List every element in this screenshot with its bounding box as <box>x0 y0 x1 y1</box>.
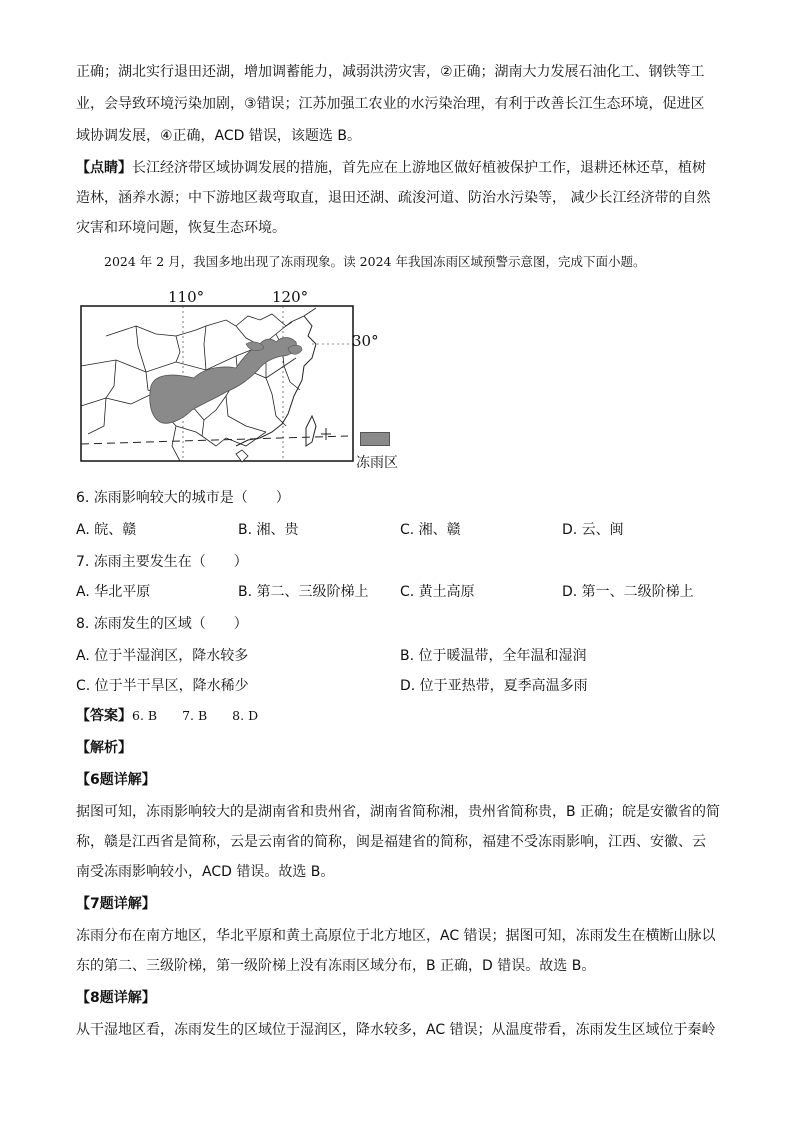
q8-stem: 8. 冻雨发生的区域（ ） <box>76 616 248 632</box>
q7-option-b: B. 第二、三级阶梯上 <box>238 584 369 600</box>
para1-line2: 业，会导致环境污染加剧，③错误；江苏加强工农业的水污染治理，有利于改善长江生态环境，促进区 <box>76 96 705 112</box>
answer-tag: 【答案】 <box>76 708 132 724</box>
d7-line2: 东的第二、三级阶梯，第一级阶梯上没有冻雨区域分布，B 正确，D 错误。故选 B。 <box>76 958 596 974</box>
lon-110-label: 110° <box>168 288 205 306</box>
d6-line3: 南受冻雨影响较小，ACD 错误。故选 B。 <box>76 864 335 880</box>
q6-option-c: C. 湘、赣 <box>400 522 461 538</box>
dianjing-line1 <box>76 158 706 178</box>
lon-120-label: 120° <box>272 288 309 306</box>
q8-option-d: D. 位于亚热带，夏季高温多雨 <box>400 678 588 694</box>
question-intro: 2024 年 2 月，我国多地出现了冻雨现象。读 2024 年我国冻雨区域预警示意图，完成下面小题。 <box>104 254 646 269</box>
d8-line1: 从干湿地区看，冻雨发生的区域位于湿润区，降水较多，AC 错误；从温度带看，冻雨发生区域位于秦岭 <box>76 1022 716 1038</box>
q7-stem: 7. 冻雨主要发生在（ ） <box>76 554 248 570</box>
q8-option-a: A. 位于半湿润区，降水较多 <box>76 648 249 664</box>
d6-line2: 称，赣是江西省是简称，云是云南省的简称，闽是福建省的简称，福建不受冻雨影响，江西、安徽、云 <box>76 834 706 850</box>
q7-option-c: C. 黄土高原 <box>400 584 475 600</box>
analysis-tag: 【解析】 <box>76 740 132 756</box>
q6-option-b: B. 湘、贵 <box>238 522 299 538</box>
q8-option-b: B. 位于暖温带，全年温和湿润 <box>400 648 587 664</box>
para1-line3: 域协调发展，④正确，ACD 错误，该题选 B。 <box>76 128 361 144</box>
para1-line1: 正确；湖北实行退田还湖，增加调蓄能力，减弱洪涝灾害，②正确；湖南大力发展石油化工、钢铁等工 <box>76 64 705 80</box>
map-svg <box>76 286 406 476</box>
lat-30-label: 30° <box>352 332 379 350</box>
q7-option-a: A. 华北平原 <box>76 584 151 600</box>
q6-stem: 6. 冻雨影响较大的城市是（ ） <box>76 490 290 506</box>
d7-tag: 【7题详解】 <box>76 896 156 912</box>
q6-option-a: A. 皖、赣 <box>76 522 137 538</box>
dianjing-line3: 灾害和环境问题，恢复生态环境。 <box>76 220 286 236</box>
dianjing-line2: 造林，涵养水源；中下游地区裁弯取直，退田还湖、疏浚河道、防治水污染等， 减少长江经济带的自然 <box>76 190 711 206</box>
legend-swatch <box>360 432 390 446</box>
d7-line1: 冻雨分布在南方地区，华北平原和黄土高原位于北方地区，AC 错误；据图可知，冻雨发生在横断山脉以 <box>76 928 716 944</box>
dianjing-tag: 【点睛】 <box>76 160 132 176</box>
q7-option-d: D. 第一、二级阶梯上 <box>562 584 694 600</box>
d6-tag: 【6题详解】 <box>76 772 156 788</box>
freezing-rain-map <box>76 286 406 476</box>
answer-line <box>76 706 258 726</box>
q8-option-c: C. 位于半干旱区，降水稀少 <box>76 678 249 694</box>
answer-text: 6. B 7. B 8. D <box>132 708 259 723</box>
dianjing-text1: 长江经济带区域协调发展的措施，首先应在上游地区做好植被保护工作，退耕还林还草，植树 <box>132 160 706 176</box>
q6-option-d: D. 云、闽 <box>562 522 624 538</box>
d6-line1: 据图可知，冻雨影响较大的是湖南省和贵州省，湖南省简称湘，贵州省简称贵，B 正确；皖是安徽省的简 <box>76 804 721 820</box>
d8-tag: 【8题详解】 <box>76 990 156 1006</box>
legend-label: 冻雨区 <box>356 455 398 471</box>
